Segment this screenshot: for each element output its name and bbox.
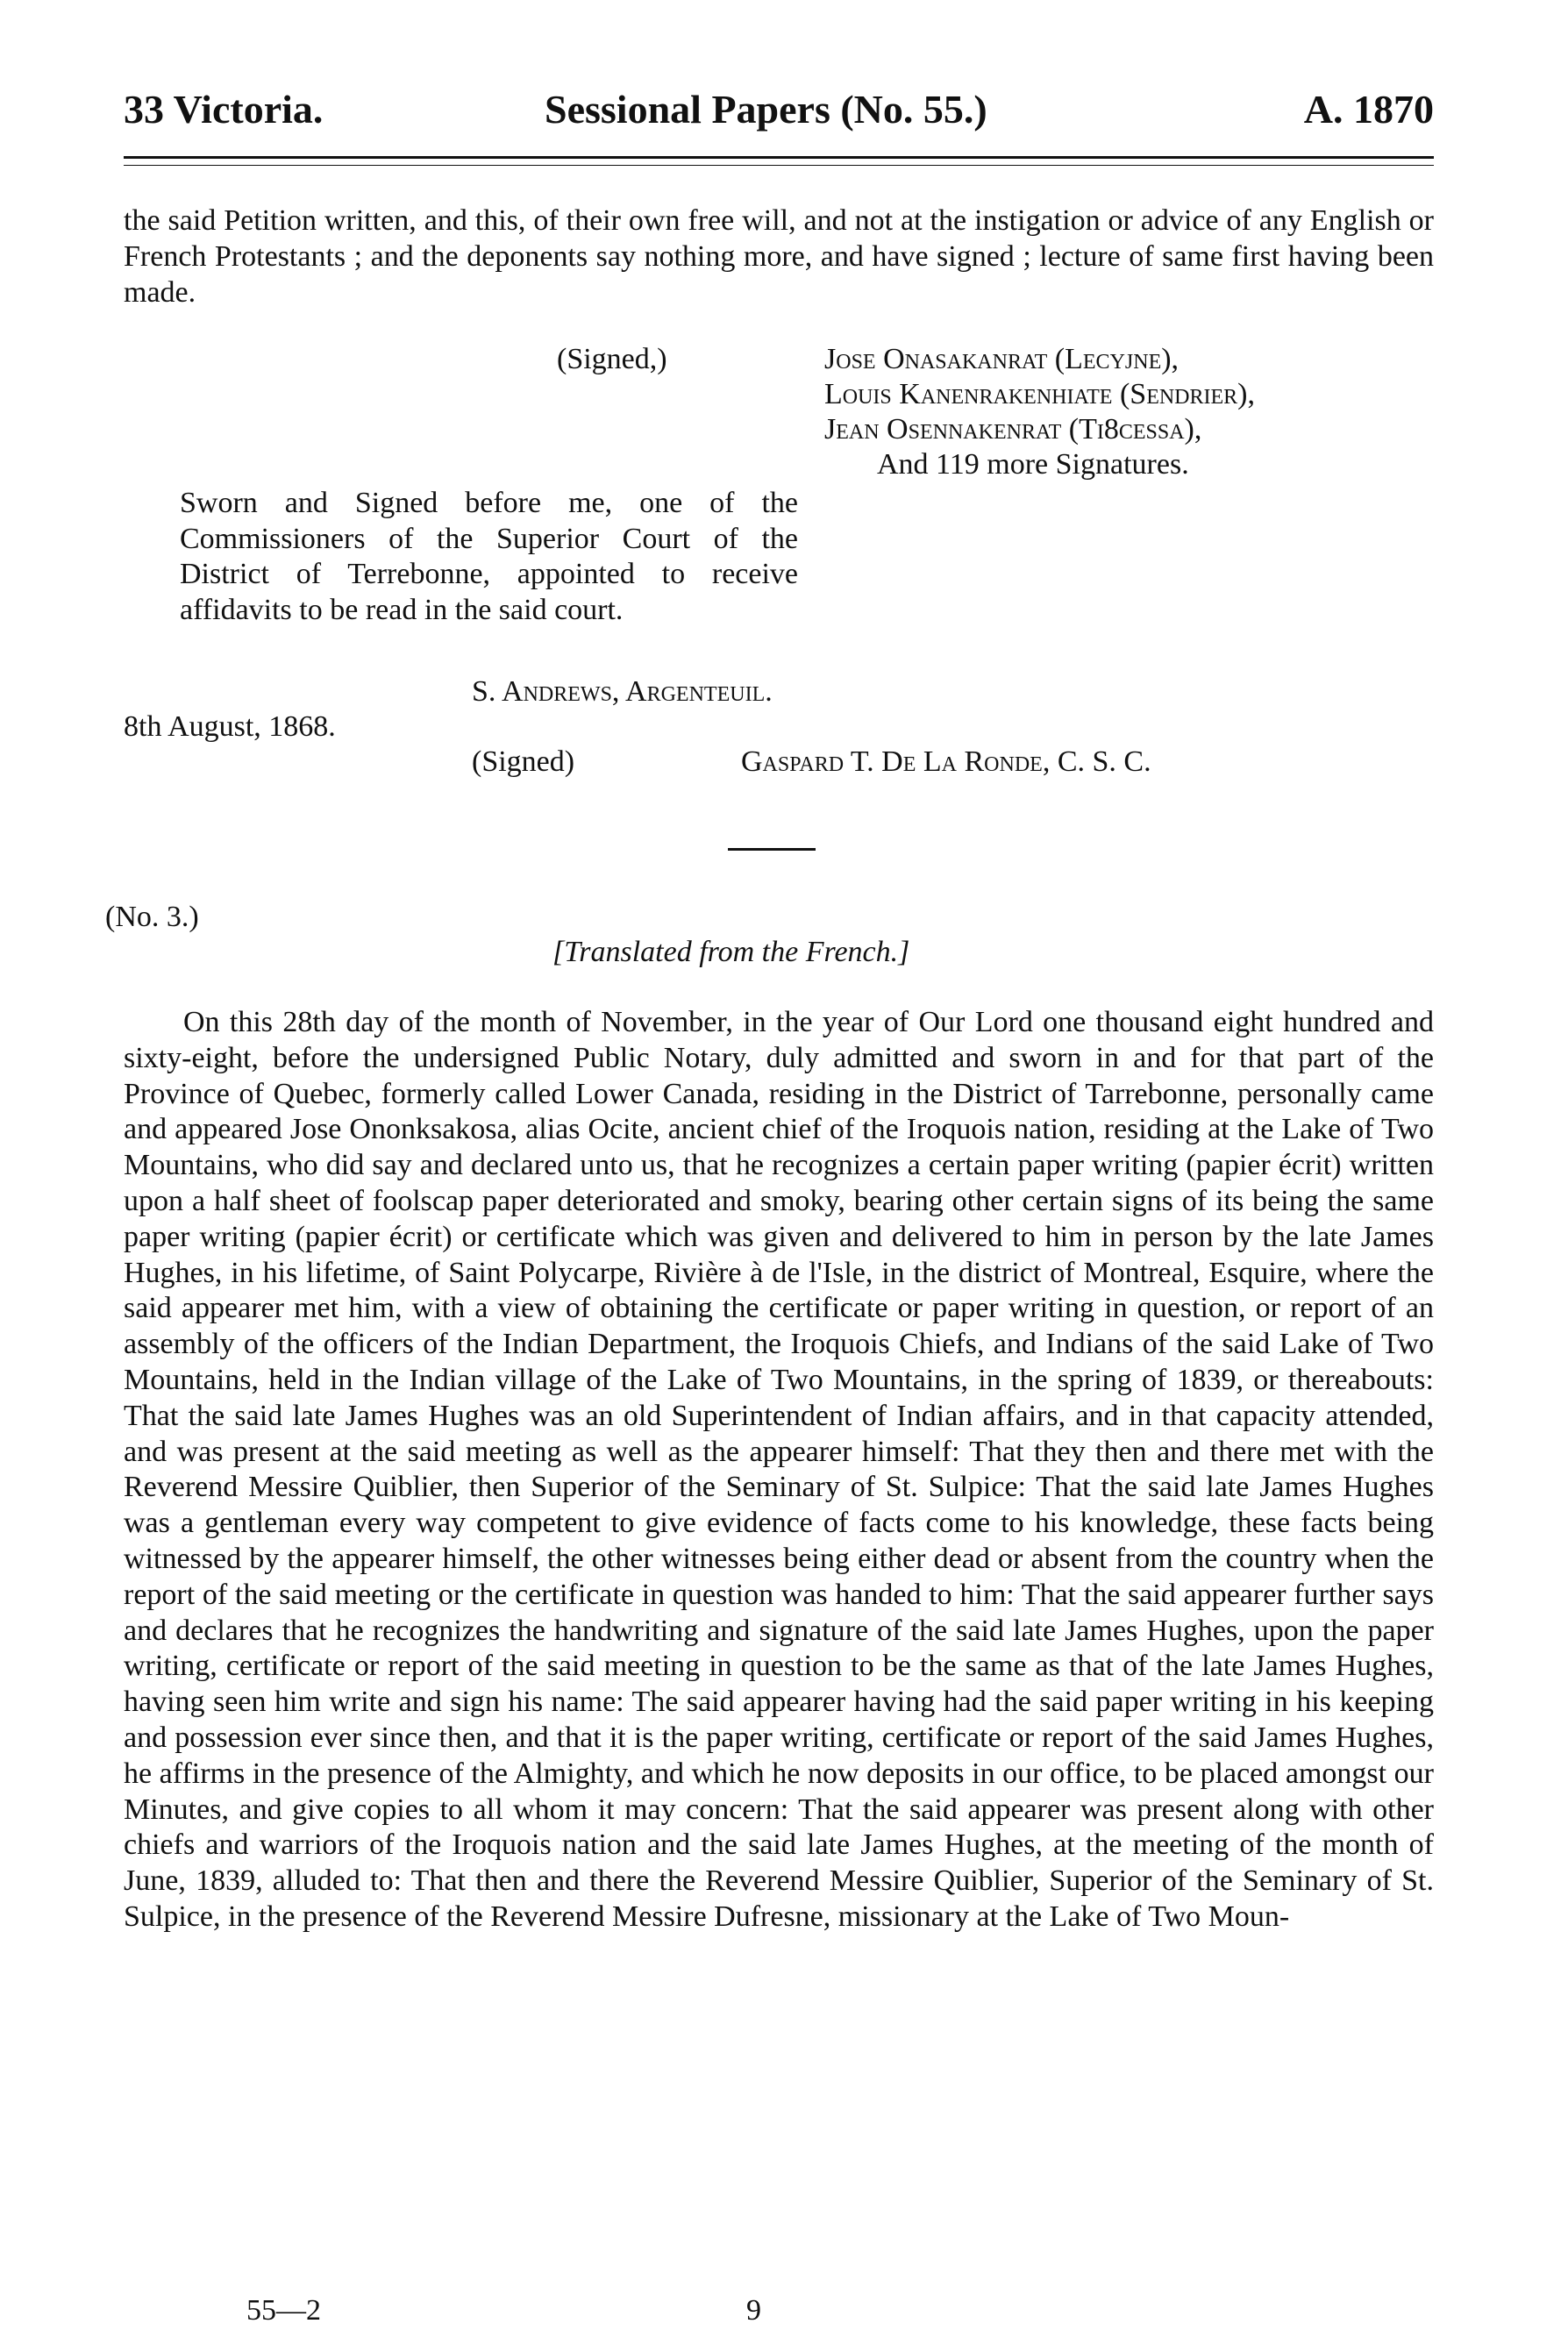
signature-name: Jose Onasakanrat (Lecyjne), xyxy=(824,343,1180,375)
page-header xyxy=(124,86,1434,139)
more-signatures: And 119 more Signatures. xyxy=(877,448,1189,481)
sworn-date: 8th August, 1868. xyxy=(124,710,336,743)
header-session: 33 Victoria. xyxy=(124,87,324,132)
section-number: (No. 3.) xyxy=(105,901,199,933)
signed-label-2: (Signed) xyxy=(472,745,575,778)
page-number: 9 xyxy=(746,2294,761,2327)
header-title: Sessional Papers (No. 55.) xyxy=(545,87,987,132)
opening-paragraph: the said Petition written, and this, of their own free will, and not at the instigation or advice of any English or French Protestants ; and the deponents say nothing more, and have signed ; lecture of same first having been made. xyxy=(124,204,1434,309)
header-rule-thick xyxy=(124,156,1434,159)
signature-name: Louis Kanenrakenhiate (Sendrier), xyxy=(824,378,1256,410)
commissioner-signature: Gaspard T. De La Ronde, C. S. C. xyxy=(741,745,1151,778)
main-paragraph: On this 28th day of the month of November, in the year of Our Lord one thousand eight hundred and sixty-eight, before the undersigned Public Notary, duly admitted and sworn in and for that part of the Province of Quebec, formerly called Lower Canada, residing in the District of Tarrebonne, personally came and appeared Jose Ononksakosa, alias Ocite, ancient chief of the Iroquois nation, residing at the Lake of Two Mountains, who did say and declared unto us, that he recognizes a certain paper writing (papier écrit) written upon a half sheet of foolscap paper deteriorated and smoky, bearing other certain signs of its being the same paper writing (papier écrit) or certificate which was given and delivered to him in person by the late James Hughes, in his lifetime, of Saint Polycarpe, Rivière à de l'Isle, in the district of Montreal, Esquire, where the said appearer met him, with a view of obtaining the certificate or paper writing in question, or report of an assembly of the officers of the Indian Department, the Iroquois Chiefs, and Indians of the said Lake of Two Mountains, held in the Indian village of the Lake of Two Mountains, in the spring of 1839, or thereabouts: That the said late James Hughes was an old Superintendent of Indian affairs, and in that capacity attended, and was present at the said meeting as well as the appearer himself: That they then and there met with the Reverend Messire Quiblier, then Superior of the Seminary of St. Sulpice: That the said late James Hughes was a gentleman every way competent to give evidence of facts come to his knowledge, these facts being witnessed by the appearer himself, the other witnesses being either dead or absent from the country when the report of the said meeting or the certificate in question was handed to him: That the said appearer further says and declares that he recognizes the handwriting and signature of the said late James Hughes, upon the paper writing, certificate or report of the said meeting in question to be the same as that of the late James Hughes, having seen him write and sign his name: The said appearer having had the said paper writing in his keeping and possession ever since then, and that it is the paper writing, certificate or report of the said James Hughes, he affirms in the presence of the Almighty, and which he now deposits in our office, to be placed amongst our Minutes, and give copies to all whom it may concern: That the said appearer was present along with other chiefs and warriors of the Iroquois nation and the said late James Hughes, at the meeting of the month of June, 1839, alluded to: That then and there the Reverend Messire Quiblier, Superior of the Seminary of St. Sulpice, in the presence of the Reverend Messire Dufresne, missionary at the Lake of Two Moun- xyxy=(124,1006,1434,1933)
signature-name: Jean Osennakenrat (Ti8cessa), xyxy=(824,413,1202,446)
header-rule-thin xyxy=(124,165,1434,166)
footer-signature-mark: 55—2 xyxy=(246,2294,321,2327)
sworn-statement: Sworn and Signed before me, one of the Commissioners of the Superior Court of the District of Terrebonne, appointed to receive affidavits to be read in the said court. xyxy=(180,487,798,626)
section-divider xyxy=(728,848,816,851)
commissioner-name: S. Andrews, Argenteuil. xyxy=(472,675,773,708)
header-year: A. 1870 xyxy=(1303,87,1434,132)
translation-note: [Translated from the French.] xyxy=(552,936,910,968)
signed-label: (Signed,) xyxy=(557,343,667,375)
signature-names xyxy=(824,342,1255,482)
